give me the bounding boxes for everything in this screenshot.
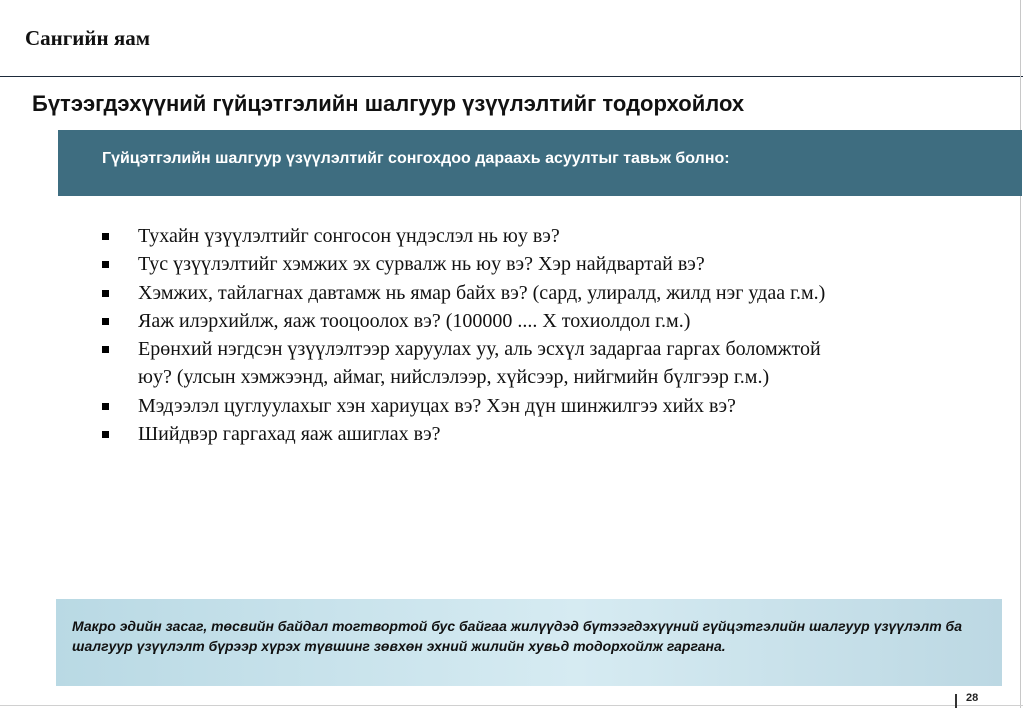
footer-divider [0, 705, 1023, 706]
list-item [100, 279, 840, 307]
question-banner [58, 130, 1022, 196]
bullet-icon [102, 261, 109, 268]
list-item-text: Тухайн үзүүлэлтийг сонгосон үндэслэл нь юу вэ? [138, 225, 560, 247]
list-item-text: Тус үзүүлэлтийг хэмжих эх сурвалж нь юу вэ? Хэр найдвартай вэ? [138, 253, 705, 276]
page-number: 28 [966, 692, 979, 704]
note-text: Макро эдийн засаг, төсвийн байдал тогтвортой бус байгаа жилүүдэд бүтээгдэхүүний гүйцэтгэлийн шалгуур үзүүлэлт ба шалгуур үзүүлэлт бүрээр хүрэх түвшинг зөвхөн эхний жилийн хувьд тодорхойлж гаргана. [72, 618, 963, 654]
slide-title: Бүтээгдэхүүний гүйцэтгэлийн шалгуур үзүүлэлтийг тодорхойлох [32, 91, 745, 116]
bullet-icon [102, 403, 109, 410]
list-item [100, 222, 840, 250]
list-item [100, 307, 840, 335]
list-item [100, 335, 840, 392]
list-item-text: Мэдээлэл цуглуулахыг хэн хариуцах вэ? Хэн дүн шинжилгээ хийх вэ? [138, 394, 736, 417]
question-banner-text: Гүйцэтгэлийн шалгуур үзүүлэлтийг сонгохдоо дараахь асуултыг тавьж болно: [102, 150, 730, 167]
list-item-text: Хэмжих, тайлагнах давтамж нь ямар байх вэ? (сард, улиралд, жилд нэг удаа г.м.) [138, 281, 826, 304]
ministry-name: Сангийн яам [25, 26, 151, 50]
right-border [1020, 0, 1021, 708]
list-item [100, 420, 840, 448]
list-item [100, 392, 840, 420]
bullet-icon [102, 431, 109, 438]
list-item-text: Ерөнхий нэгдсэн үзүүлэлтээр харуулах уу, аль эсхүл задаргаа гаргах боломжтой юу? (улсын хэмжээнд, аймаг, нийслэлээр, хүйсээр, нийгмийн бүлгээр г.м.) [138, 338, 821, 389]
bullet-icon [102, 233, 109, 240]
list-item-text: Яаж илэрхийлж, яаж тооцоолох вэ? (100000 .... Х тохиолдол г.м.) [138, 309, 691, 332]
bullet-icon [102, 290, 109, 297]
page-number-separator [955, 694, 957, 708]
list-item-text: Шийдвэр гаргахад яаж ашиглах вэ? [138, 423, 441, 446]
header-divider [0, 76, 1023, 77]
bullet-icon [102, 318, 109, 325]
question-list [100, 222, 840, 448]
bullet-icon [102, 346, 109, 353]
note-box [56, 599, 1002, 686]
list-item [100, 250, 840, 278]
